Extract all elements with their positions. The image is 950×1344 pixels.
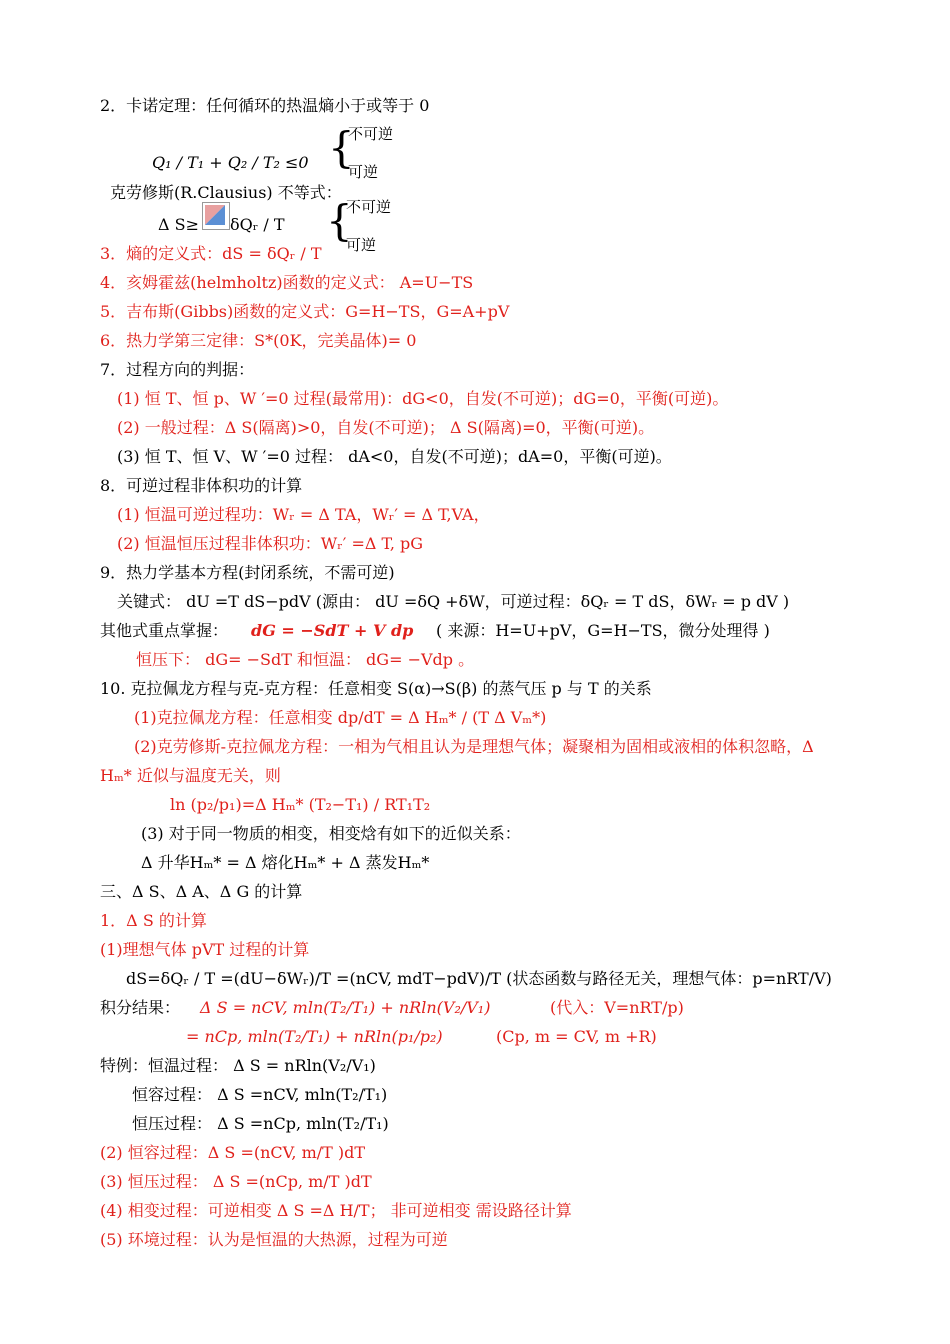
key-equation: 关键式： dU =T dS−pdV (源由： dU =δQ +δW，可逆过程：δQᵣ = T dS，δWᵣ = p dV ) (117, 592, 790, 611)
phase-enthalpy-note: (3) 对于同一物质的相变，相变焓有如下的近似关系： (141, 824, 521, 843)
clausius-clapeyron-text-cont: Hₘ* 近似与温度无关，则 (100, 766, 281, 785)
reversible-label-2: 可逆 (346, 236, 377, 254)
carnot-inequality: Q₁ / T₁ + Q₂ / T₂ ≤0 (152, 153, 309, 172)
clapeyron-heading: 10. 克拉佩龙方程与克-克方程：任意相变 S(α)→S(β) 的蒸气压 p 与 T 的关系 (100, 679, 652, 698)
gibbs-differential-source: ( 来源：H=U+pV，G=H−TS，微分处理得 ) (436, 621, 770, 640)
cp-cv-relation: (Cp, m = CV, m +R) (496, 1027, 657, 1046)
integration-result-label: 积分结果： (100, 998, 181, 1017)
clausius-clapeyron-text: (2)克劳修斯-克拉佩龙方程：一相为气相且认为是理想气体；凝聚相为固相或液相的体积忽略，Δ (134, 737, 814, 756)
isochoric-process: (2) 恒容过程：Δ S =(nCV, m/T )dT (100, 1143, 366, 1162)
carnot-theorem-heading: 2．卡诺定理：任何循环的热温熵小于或等于 0 (100, 96, 430, 115)
phase-enthalpy-relation: Δ 升华Hₘ* = Δ 熔化Hₘ* + Δ 蒸发Hₘ* (141, 853, 430, 872)
irreversible-label-1: 不可逆 (348, 125, 394, 143)
clapeyron-equation: (1)克拉佩龙方程：任意相变 dp/dT = Δ Hₘ* / (T Δ Vₘ*) (134, 708, 547, 727)
integration-result-v: Δ S = nCV, mln(T₂/T₁) + nRln(V₂/V₁) (200, 998, 491, 1017)
nonvolume-work-heading: 8．可逆过程非体积功的计算 (100, 476, 303, 495)
surroundings-process: (5) 环境过程：认为是恒温的大热源，过程为可逆 (100, 1230, 448, 1249)
isobaric-case: 恒压过程： Δ S =nCp, mln(T₂/T₁) (132, 1114, 389, 1133)
entropy-definition: 3．熵的定义式：dS = δQᵣ / T (100, 244, 322, 263)
isothermal-case: 特例：恒温过程： Δ S = nRln(V₂/V₁) (100, 1056, 376, 1075)
helmholtz-definition: 4．亥姆霍兹(helmholtz)函数的定义式： A=U−TS (100, 273, 474, 292)
fundamental-equation-heading: 9．热力学基本方程(封闭系统，不需可逆) (100, 563, 395, 582)
gibbs-definition: 5．吉布斯(Gibbs)函数的定义式：G=H−TS，G=A+pV (100, 302, 510, 321)
substitution-note: (代入：V=nRT/p) (550, 998, 684, 1017)
third-law: 6．热力学第三定律：S*(0K，完美晶体)= 0 (100, 331, 417, 350)
criteria-heading: 7．过程方向的判据： (100, 360, 255, 379)
nonvolume-work-1: (1) 恒温可逆过程功：Wᵣ = Δ TA，Wᵣ′ = Δ T,VA， (117, 505, 490, 524)
special-cases: 恒压下： dG= −SdT 和恒温： dG= −Vdp 。 (136, 650, 475, 669)
integration-result-p: = nCp, mln(T₂/T₁) + nRln(p₁/p₂) (186, 1027, 443, 1046)
irreversible-label-2: 不可逆 (346, 198, 392, 216)
criterion-1: (1) 恒 T、恒 p、W ′=0 过程(最常用)：dG<0，自发(不可逆)；dG=0，平衡(可逆)。 (117, 389, 729, 408)
phase-change-process: (4) 相变过程：可逆相变 Δ S =Δ H/T； 非可逆相变 需设路径计算 (100, 1201, 572, 1220)
isochoric-case: 恒容过程： Δ S =nCV, mln(T₂/T₁) (132, 1085, 388, 1104)
section-three-heading: 三、Δ S、Δ A、Δ G 的计算 (100, 882, 303, 901)
gibbs-differential: dG = −SdT + V dp (251, 621, 414, 640)
clausius-clapeyron-equation: ln (p₂/p₁)=Δ Hₘ* (T₂−T₁) / RT₁T₂ (170, 795, 431, 814)
ds-derivation: dS=δQᵣ / T =(dU−δWᵣ)/T =(nCV, mdT−pdV)/T (状态函数与路径无关，理想气体：p=nRT/V) (126, 969, 832, 988)
clausius-inequality-left: Δ S≥ (158, 215, 200, 234)
brace-1: { (328, 123, 355, 172)
entropy-calc-heading: 1．Δ S 的计算 (100, 911, 207, 930)
criterion-3: (3) 恒 T、恒 V、W ′=0 过程： dA<0，自发(不可逆)；dA=0，平衡(可逆)。 (117, 447, 672, 466)
brace-2: { (326, 196, 353, 245)
criterion-2: (2) 一般过程：Δ S(隔离)>0，自发(不可逆)； Δ S(隔离)=0，平衡(可逆)。 (117, 418, 655, 437)
clausius-heading: 克劳修斯(R.Clausius) 不等式： (110, 183, 342, 202)
isobaric-process: (3) 恒压过程： Δ S =(nCp, m/T )dT (100, 1172, 372, 1191)
other-equations-label: 其他式重点掌握： (100, 621, 229, 640)
broken-image-icon (202, 202, 230, 230)
reversible-label-1: 可逆 (348, 163, 379, 181)
ideal-gas-pvt-heading: (1)理想气体 pVT 过程的计算 (100, 940, 310, 959)
clausius-inequality-right: δQᵣ / T (230, 215, 285, 234)
nonvolume-work-2: (2) 恒温恒压过程非体积功：Wᵣ′ =Δ T, pG (117, 534, 424, 553)
